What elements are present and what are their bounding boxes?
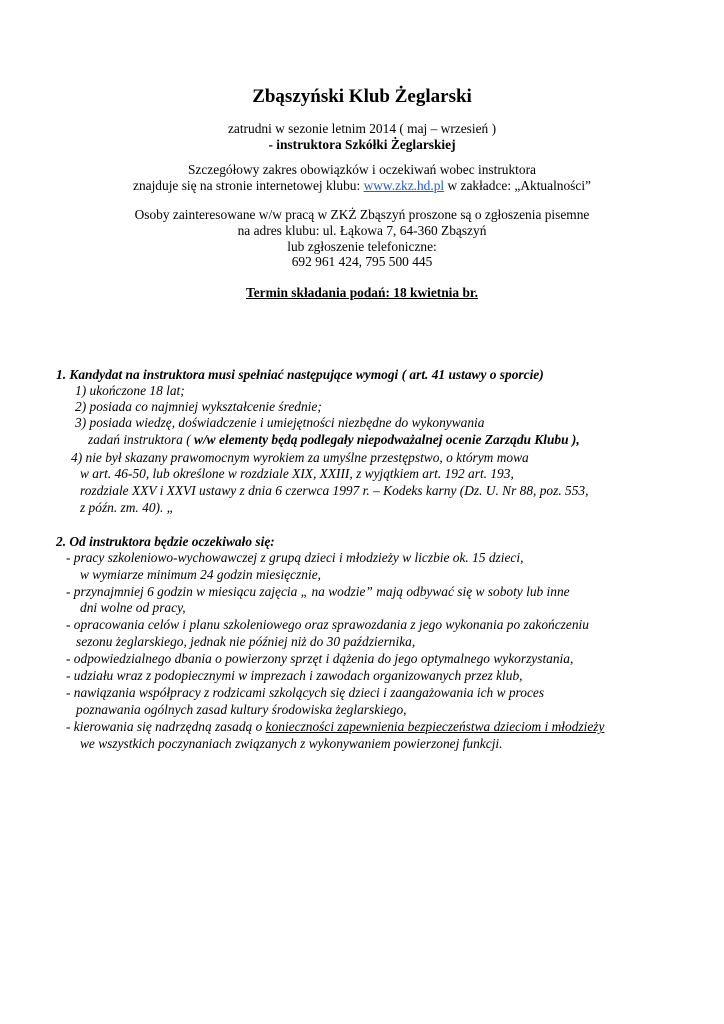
website-suffix: w zakładce: „Aktualności”	[444, 178, 591, 193]
expectation-7	[66, 719, 604, 735]
section1-heading: 1. Kandydat na instruktora musi spełniać następujące wymogi ( art. 41 ustawy o sporcie)	[56, 367, 544, 382]
expectation-6: - nawiązania współpracy z rodzicami szkolących się dzieci i zaangażowania ich w proces	[66, 685, 545, 700]
expectation-7-emphasis: konieczności zapewnienia bezpieczeństwa dzieciom i młodzieży	[265, 719, 605, 734]
expectation-2: - przynajmniej 6 godzin w miesiącu zajęcia „ na wodzie” mają odbywać się w soboty lub inne	[66, 584, 570, 599]
club-title: Zbąszyński Klub Żeglarski	[252, 86, 472, 107]
expectation-1: - pracy szkoleniowo-wychowawczej z grupą dzieci i młodzieży w liczbie ok. 15 dzieci,	[66, 550, 524, 565]
address-line: na adres klubu: ul. Łąkowa 7, 64-360 Zbąszyń	[237, 223, 487, 238]
requirement-1: 1) ukończone 18 lat;	[75, 383, 185, 398]
expectation-7-text: - kierowania się nadrzędną zasadą o	[66, 719, 266, 734]
requirement-3-note: w/w elementy będą podlegały niepodważalnej ocenie Zarządu Klubu ),	[194, 432, 580, 447]
requirement-4: 4) nie był skazany prawomocnym wyrokiem za umyślne przestępstwo, o którym mowa	[71, 450, 529, 465]
section2-heading: 2. Od instruktora będzie oczekiwało się:	[56, 534, 275, 549]
website-link[interactable]: www.zkz.hd.pl	[363, 178, 445, 193]
details-line: Szczegółowy zakres obowiązków i oczekiwań wobec instruktora	[187, 162, 537, 177]
requirement-3-cont	[88, 432, 580, 448]
hiring-line: zatrudni w sezonie letnim 2014 ( maj – wrzesień )	[227, 121, 497, 136]
expectation-3: - opracowania celów i planu szkoleniowego oraz sprawozdania z jego wykonania po zakończeniu	[66, 617, 589, 632]
website-prefix: znajduje się na stronie internetowej klubu:	[133, 178, 364, 193]
expectation-1-cont: w wymiarze minimum 24 godzin miesięcznie,	[80, 567, 322, 582]
requirement-4-cont-1: w art. 46-50, lub określone w rozdziale XIX, XXIII, z wyjątkiem art. 192 art. 193,	[80, 466, 514, 481]
expectation-6-cont: poznawania ogólnych zasad kultury środowiska żeglarskiego,	[76, 702, 407, 717]
expectation-7-cont: we wszystkich poczynaniach związanych z wykonywaniem powierzonej funkcji.	[80, 736, 503, 751]
expectation-2-cont: dni wolne od pracy,	[80, 600, 186, 615]
expectation-3-cont: sezonu żeglarskiego, jednak nie później niż do 30 października,	[76, 634, 416, 649]
phone-numbers: 692 961 424, 795 500 445	[291, 254, 433, 269]
requirement-3-text: zadań instruktora (	[88, 432, 195, 447]
requirement-3: 3) posiada wiedzę, doświadczenie i umiejętności niezbędne do wykonywania	[75, 415, 485, 430]
expectation-4: - odpowiedzialnego dbania o powierzony sprzęt i dążenia do jego optymalnego wykorzystania,	[66, 651, 574, 666]
expectation-5: - udziału wraz z podopiecznymi w imprezach i zawodach organizowanych przez klub,	[66, 668, 523, 683]
deadline: Termin składania podań: 18 kwietnia br.	[246, 285, 478, 300]
position-line: - instruktora Szkółki Żeglarskiej	[268, 137, 456, 152]
requirement-4-cont-2: rozdziale XXV i XXVI ustawy z dnia 6 czerwca 1997 r. – Kodeks karny (Dz. U. Nr 88, poz. 553,	[80, 483, 589, 498]
requirement-4-cont-3: z późn. zm. 40). „	[80, 500, 175, 515]
requirement-2: 2) posiada co najmniej wykształcenie średnie;	[75, 399, 322, 414]
website-line	[0, 178, 724, 194]
applicants-line: Osoby zainteresowane w/w pracą w ZKŻ Zbąszyń proszone są o zgłoszenia pisemne	[134, 207, 590, 222]
phone-intro-line: lub zgłoszenie telefoniczne:	[287, 239, 437, 254]
